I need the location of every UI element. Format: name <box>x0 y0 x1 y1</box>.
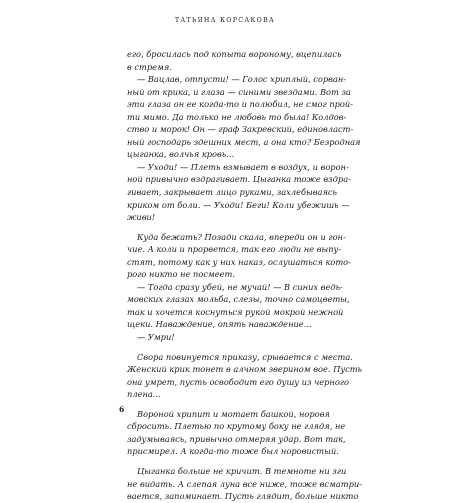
text-line: ный от крика, и глаза — синими звездами. Вот за <box>127 86 351 97</box>
text-line: стят, потому как у них наказ, ослушаться кото- <box>127 256 351 267</box>
text-line: Свора повинуется приказу, срывается с места. <box>137 351 353 362</box>
text-line: Вороной хрипит и мотает башкой, норовя <box>137 408 330 419</box>
text-line: криком от боли. — Уходи! Беги! Коли убежишь — <box>127 199 350 210</box>
text-line: вается, запоминает. Пусть глядит, больше никто <box>127 491 359 502</box>
text-line: ство и морок! Он — граф Закревский, единовласт- <box>127 124 354 135</box>
text-line: в стремя. <box>127 61 172 72</box>
text-line: задумываясь, привычно отмеряя удар. Вот так, <box>127 433 346 444</box>
text-line: ной привычно вздрагивает. Цыганка тоже вздра- <box>127 174 351 185</box>
text-line: Женский крик тонет в алчном зверином вое. Пусть <box>127 364 363 375</box>
text-line: мовских глазах мольба, слезы, точно самоцветы, <box>127 294 350 305</box>
text-line: Цыганка больше не кричит. В темноте ни зги <box>137 465 347 476</box>
text-line: цыганка, волчья кровь... <box>127 149 235 160</box>
text-line: щеки. Наваждение, опять наваждение... <box>127 319 312 330</box>
text-line: чие. А коли и прорвется, так его люди не выпу- <box>127 244 342 255</box>
text-line: — Умри! <box>137 332 175 343</box>
text-line: — Вацлав, отпусти! — Голос хриплый, сорван- <box>137 74 347 85</box>
text-line: ный господарь здешних мест, а она кто? Безродная <box>127 136 361 147</box>
text-line: присмирел. А когда-то тоже был норовистый. <box>127 446 339 457</box>
text-line: — Тогда сразу убей, не мучай! — В синих ведь- <box>137 281 343 292</box>
body-text <box>127 48 363 503</box>
text-line: плена... <box>127 389 161 400</box>
text-line: рого никто не посмеет. <box>127 269 235 280</box>
text-line: не видать. А слепая луна все ниже, тоже всматри- <box>127 478 362 489</box>
text-line: живи! <box>127 212 156 223</box>
running-head: ТАТЬЯНА КОРСАКОВА <box>174 17 276 24</box>
text-line: ти мимо. Да только не любовь то была! Колдов- <box>127 111 347 122</box>
text-line: она умрет, пусть освободит его душу из черного <box>127 376 349 387</box>
text-line: — Уходи! — Плеть взмывает в воздух, и ворон- <box>137 161 349 172</box>
text-line: эти глаза он ее когда-то и полюбил, не смог прой- <box>127 99 353 110</box>
text-line: Куда бежать? Позади скала, впереди он и гон- <box>137 231 346 242</box>
text-line: сбросить. Плетью по крутому боку не глядя, не <box>127 421 346 432</box>
text-line: так и хочется коснуться рукой мокрой нежной <box>127 306 344 317</box>
page-number: 6 <box>119 405 125 414</box>
text-line: гивает, закрывает лицо руками, захлебываясь <box>127 187 338 198</box>
text-line: его, бросилась под копыта вороному, вцепилась <box>127 49 342 59</box>
